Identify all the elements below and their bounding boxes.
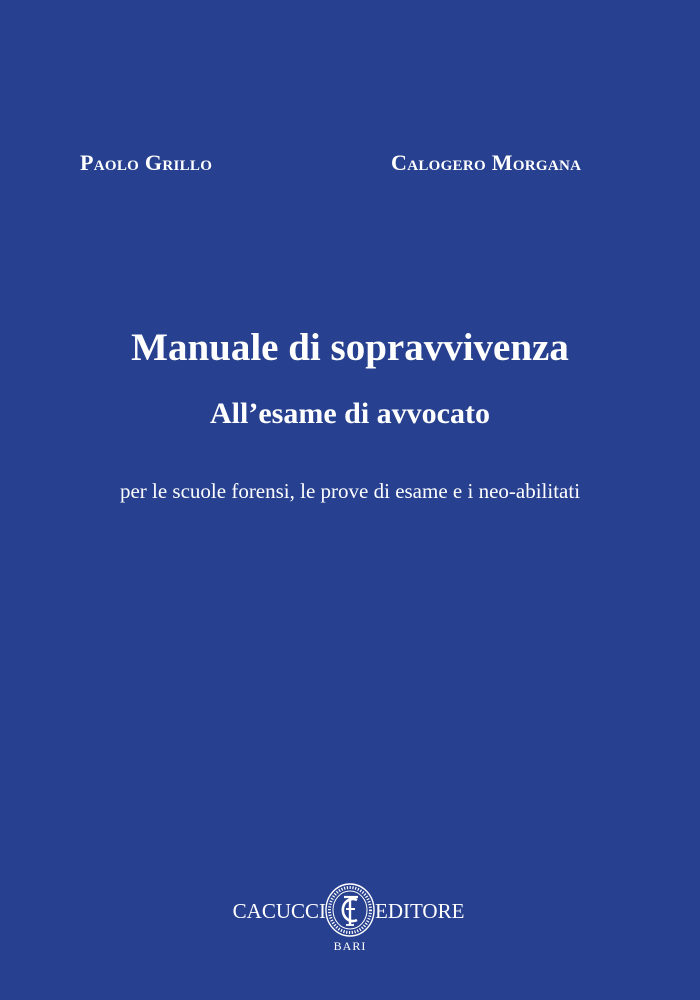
publisher-logo-icon <box>324 882 376 938</box>
publisher-block <box>0 882 700 952</box>
author-name-1: Paolo Grillo <box>80 150 213 175</box>
book-subtitle: All’esame di avvocato <box>210 397 490 430</box>
book-tagline: per le scuole forensi, le prove di esame e i neo-abilitati <box>119 479 581 503</box>
book-title: Manuale di sopravvivenza <box>131 326 569 369</box>
author-name-2: Calogero Morgana <box>391 150 582 175</box>
publisher-name-right: EDITORE <box>375 899 465 923</box>
publisher-name-left: CACUCCI <box>232 899 326 923</box>
publisher-city: BARI <box>333 939 367 953</box>
